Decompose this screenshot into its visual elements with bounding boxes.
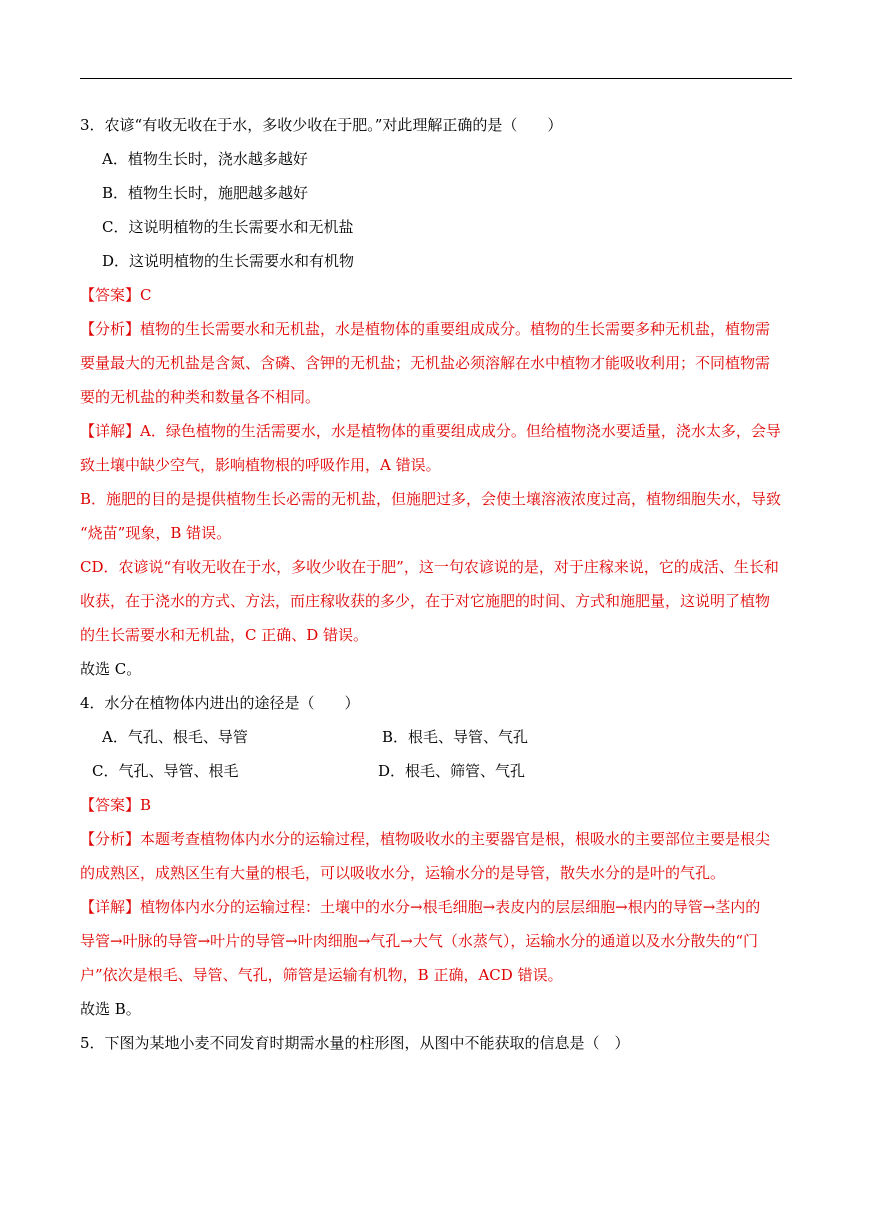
question-3-detail-line: 收获，在于浇水的方式、方法，而庄稼收获的多少，在于对它施肥的时间、方式和施肥量，这说明了植物 [80, 592, 771, 610]
question-3-detail-line: CD．农谚说“有收无收在于水，多收少收在于肥”，这一句农谚说的是，对于庄稼来说，它的成活、生长和 [80, 558, 779, 576]
question-4-detail-line: 导管→叶脉的导管→叶片的导管→叶肉细胞→气孔→大气（水蒸气），运输水分的通道以及水分散失的“门 [80, 932, 759, 950]
question-4-option-b: B．根毛、导管、气孔 [382, 728, 529, 746]
header-rule [80, 78, 792, 79]
question-3-option-a: A．植物生长时，浇水越多越好 [102, 150, 308, 168]
question-4-detail-line: 户”依次是根毛、导管、气孔，筛管是运输有机物，B 正确，ACD 错误。 [80, 966, 563, 984]
question-3-option-c: C．这说明植物的生长需要水和无机盐 [102, 218, 354, 236]
question-4-option-d: D．根毛、筛管、气孔 [378, 762, 526, 780]
question-3-option-b: B．植物生长时，施肥越多越好 [102, 184, 309, 202]
question-3-answer: 【答案】C [80, 286, 152, 304]
question-3-analysis-line: 【分析】植物的生长需要水和无机盐，水是植物体的重要组成成分。植物的生长需要多种无机盐，植物需 [80, 320, 771, 338]
question-4-stem: 4．水分在植物体内进出的途径是（ ） [80, 694, 360, 712]
question-4-conclusion: 故选 B。 [80, 1000, 141, 1018]
question-4-options-row-2 [80, 754, 792, 788]
question-4-analysis-line: 的成熟区，成熟区生有大量的根毛，可以吸收水分，运输水分的是导管，散失水分的是叶的气孔。 [80, 864, 726, 882]
question-3-detail-line: 致土壤中缺少空气，影响植物根的呼吸作用，A 错误。 [80, 456, 441, 474]
question-4-option-c: C．气孔、导管、根毛 [92, 762, 239, 780]
question-3-analysis-line: 要量最大的无机盐是含氮、含磷、含钾的无机盐；无机盐必须溶解在水中植物才能吸收利用；不同植物需 [80, 354, 771, 372]
question-4-options-row-1 [80, 720, 792, 754]
question-5-stem: 5．下图为某地小麦不同发育时期需水量的柱形图，从图中不能获取的信息是（ ） [80, 1034, 630, 1052]
question-3-stem: 3．农谚“有收无收在于水，多收少收在于肥。”对此理解正确的是（ ） [80, 116, 563, 134]
question-3-detail-line: “烧苗”现象，B 错误。 [80, 524, 232, 542]
question-4-analysis-line: 【分析】本题考查植物体内水分的运输过程，植物吸收水的主要器官是根，根吸水的主要部位主要是根尖 [80, 830, 771, 848]
question-3-detail-line: B．施肥的目的是提供植物生长必需的无机盐，但施肥过多，会使土壤溶液浓度过高，植物细胞失水，导致 [80, 490, 782, 508]
question-4-detail-line: 【详解】植物体内水分的运输过程：土壤中的水分→根毛细胞→表皮内的层层细胞→根内的导管→茎内的 [80, 898, 761, 916]
document-body [80, 108, 792, 1060]
question-3-option-d: D．这说明植物的生长需要水和有机物 [102, 252, 355, 270]
question-3-conclusion: 故选 C。 [80, 660, 142, 678]
question-3-analysis-line: 要的无机盐的种类和数量各不相同。 [80, 388, 321, 406]
question-3-detail-line: 的生长需要水和无机盐，C 正确、D 错误。 [80, 626, 369, 644]
question-4-option-a: A．气孔、根毛、导管 [102, 728, 248, 746]
question-4-answer: 【答案】B [80, 796, 152, 814]
question-3-detail-line: 【详解】A．绿色植物的生活需要水，水是植物体的重要组成成分。但给植物浇水要适量，浇水太多，会导 [80, 422, 781, 440]
